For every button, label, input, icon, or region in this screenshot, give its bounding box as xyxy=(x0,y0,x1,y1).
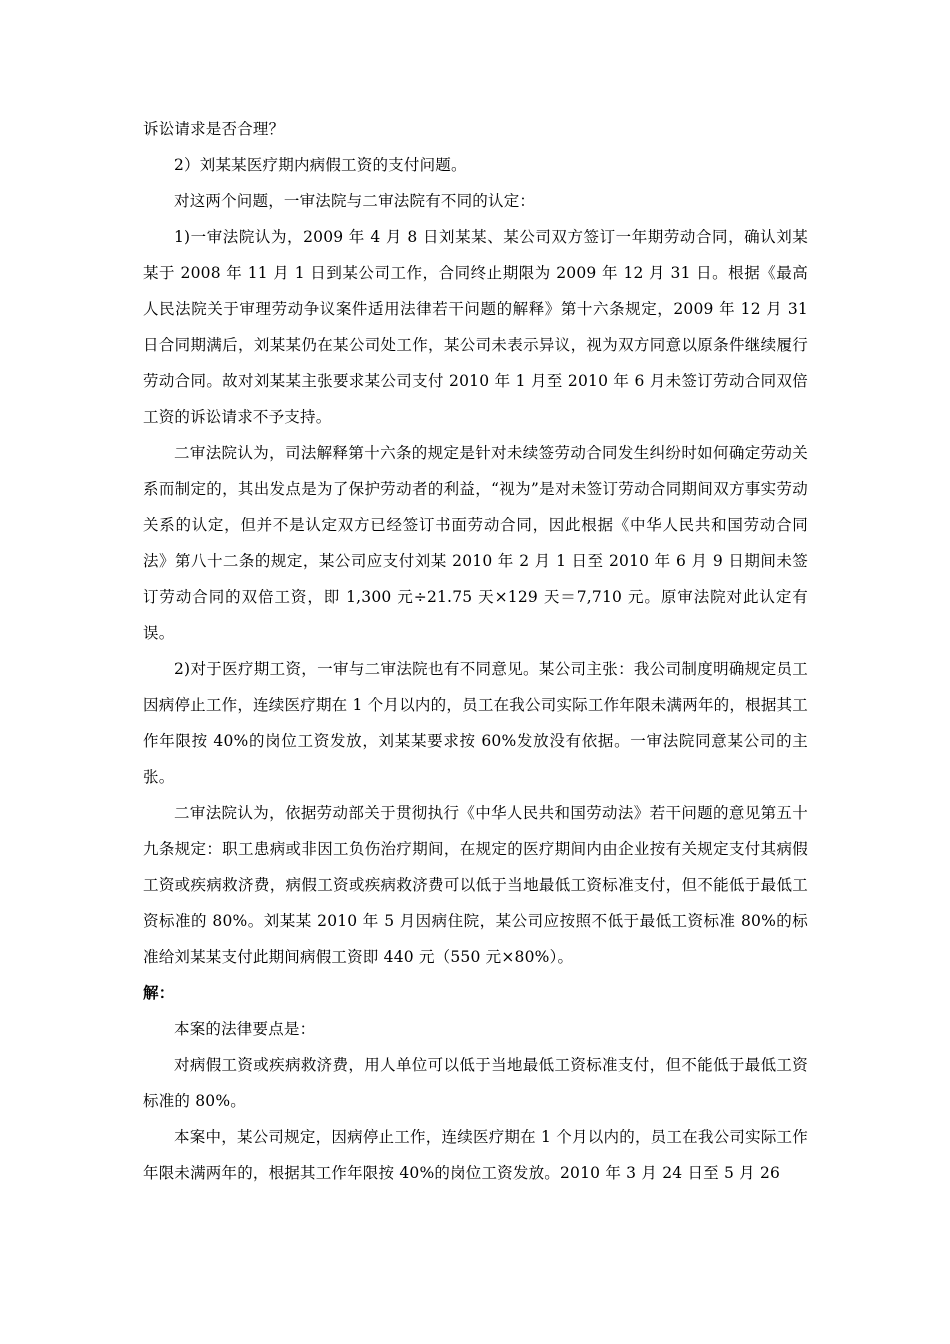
paragraph-issue-2: 2）刘某某医疗期内病假工资的支付问题。 xyxy=(174,156,467,174)
paragraph-continuation: 诉讼请求是否合理？ xyxy=(143,120,285,138)
paragraph-legal-points-intro: 本案的法律要点是： xyxy=(174,1020,316,1038)
paragraph-legal-point: 对病假工资或疾病救济费，用人单位可以低于当地最低工资标准支付，但不能低于最低工资标准的 80%。 xyxy=(143,1056,808,1110)
paragraph-intro: 对这两个问题，一审法院与二审法院有不同的认定： xyxy=(174,192,536,210)
paragraph-second-instance-medical: 二审法院认为，依据劳动部关于贯彻执行《中华人民共和国劳动法》若干问题的意见第五十九条规定：职工患病或非因工负伤治疗期间，在规定的医疗期间内由企业按有关规定支付其病假工资或疾病救济费，病假工资或疾病救济费可以低于当地最低工资标准支付，但不能低于最低工资标准的 80%。刘某某 2010 年 5 月因病住院，某公司应按照不低于最低工资标准 80%的标准给刘某某支付此期间病假工资即 440 元（550 元×80%）。 xyxy=(143,804,808,966)
document-body xyxy=(143,111,808,1191)
paragraph-second-instance: 二审法院认为，司法解释第十六条的规定是针对未续签劳动合同发生纠纷时如何确定劳动关系而制定的，其出发点是为了保护劳动者的利益，“视为”是对未签订劳动合同期间双方事实劳动关系的认定，但并不是认定双方已经签订书面劳动合同，因此根据《中华人民共和国劳动合同法》第八十二条的规定，某公司应支付刘某 2010 年 2 月 1 日至 2010 年 6 月 9 日期间未签订劳动合同的双倍工资，即 1,300 元÷21.75 天×129 天＝7,710 元。原审法院对此认定有误。 xyxy=(143,444,808,642)
solution-heading: 解： xyxy=(143,983,175,1002)
paragraph-medical-wage: 2)对于医疗期工资，一审与二审法院也有不同意见。某公司主张：我公司制度明确规定员工因病停止工作，连续医疗期在 1 个月以内的，员工在我公司实际工作年限未满两年的，根据其工作年限按 40%的岗位工资发放，刘某某要求按 60%发放没有依据。一审法院同意某公司的主张。 xyxy=(143,660,808,786)
paragraph-case-analysis: 本案中，某公司规定，因病停止工作，连续医疗期在 1 个月以内的，员工在我公司实际工作年限未满两年的，根据其工作年限按 40%的岗位工资发放。2010 年 3 月 24 日至 5 月 26 xyxy=(143,1128,808,1182)
paragraph-first-instance: 1)一审法院认为，2009 年 4 月 8 日刘某某、某公司双方签订一年期劳动合同，确认刘某某于 2008 年 11 月 1 日到某公司工作，合同终止期限为 2009 年 12 月 31 日。根据《最高人民法院关于审理劳动争议案件适用法律若干问题的解释》第十六条规定，2009 年 12 月 31 日合同期满后，刘某某仍在某公司处工作，某公司未表示异议，视为双方同意以原条件继续履行劳动合同。故对刘某某主张要求某公司支付 2010 年 1 月至 2010 年 6 月未签订劳动合同双倍工资的诉讼请求不予支持。 xyxy=(143,228,808,426)
